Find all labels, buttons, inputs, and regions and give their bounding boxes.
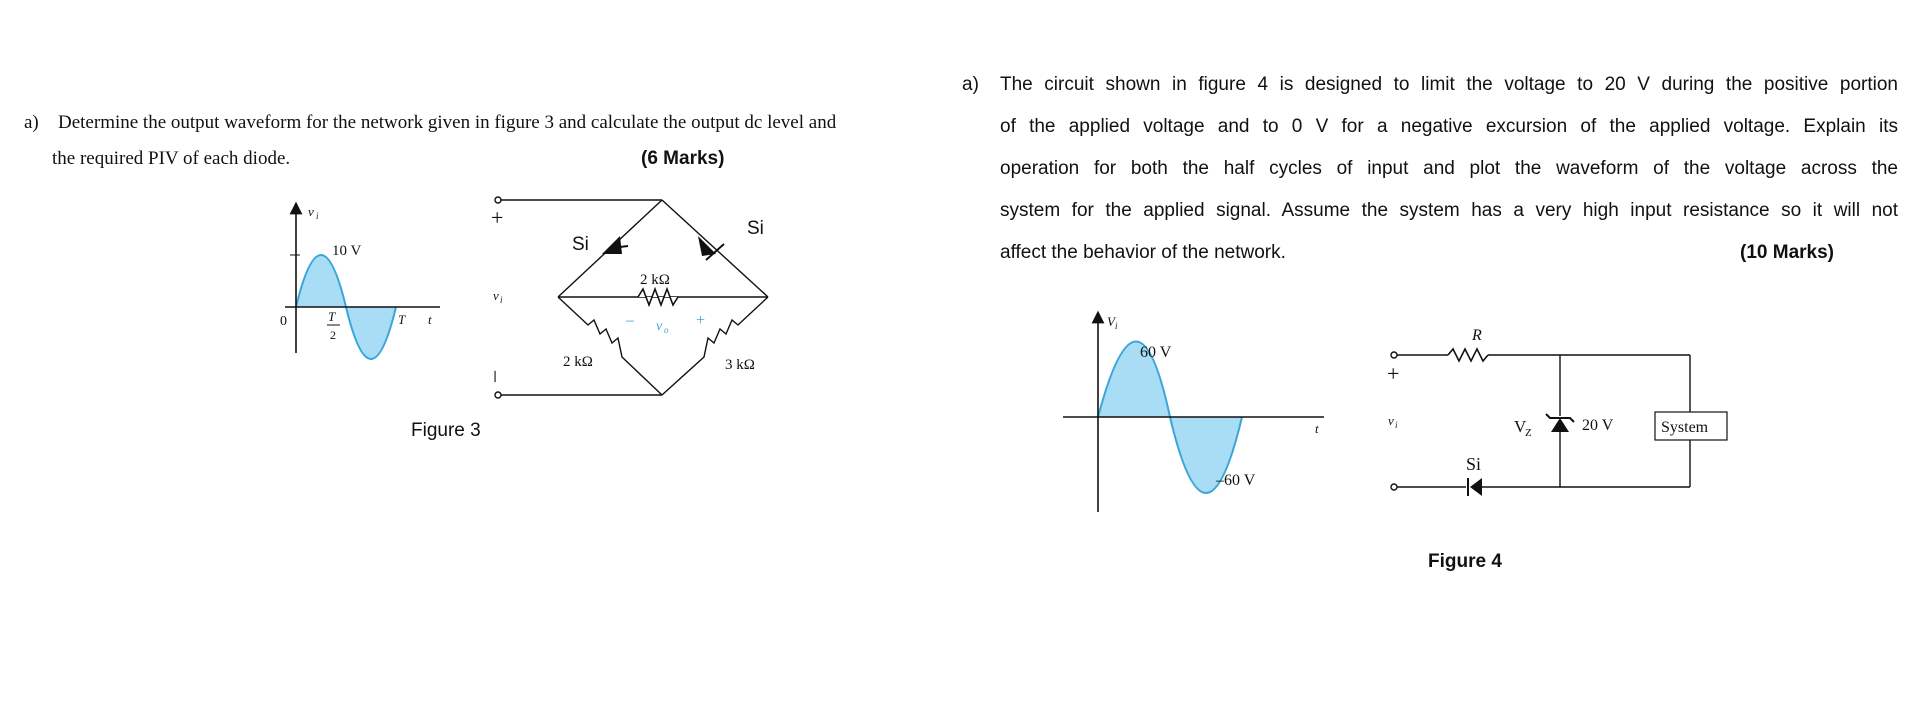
fig3-half-period-label: T <box>328 309 336 324</box>
fig3-minus-label: – <box>485 371 510 382</box>
fig3-origin-label: 0 <box>280 314 287 329</box>
figure-4-caption: Figure 4 <box>1428 551 1502 572</box>
fig3-amplitude-label: 10 V <box>332 243 362 259</box>
question-4-label: a) <box>962 74 979 95</box>
fig4-resistor-label: R <box>1472 327 1482 344</box>
fig3-r-left-label: 2 kΩ <box>563 354 593 370</box>
fig4-resistor <box>1448 349 1488 361</box>
question-4-text-line-4: system for the applied signal. Assume the system has a very high input resistance so it will not <box>1000 200 1898 221</box>
question-4-text-line-2: of the applied voltage and to 0 V for a negative excursion of the applied voltage. Explain its <box>1000 116 1898 137</box>
fig4-zener-symbol <box>1551 418 1569 432</box>
fig3-vo-plus: + <box>696 312 706 329</box>
svg-text:i: i <box>1115 321 1118 331</box>
fig3-plus-label: + <box>491 205 504 230</box>
fig4-diode-symbol <box>1470 478 1482 496</box>
svg-text:Z: Z <box>1525 427 1532 439</box>
fig4-peak-neg-label: –60 V <box>1216 472 1256 489</box>
figure-4-waveform <box>1063 314 1324 512</box>
fig3-vo-minus: – <box>626 312 634 329</box>
fig4-time-label: t <box>1315 421 1319 436</box>
fig3-diode-left-symbol <box>602 236 622 254</box>
question-4-text-line-5: affect the behavior of the network. <box>1000 242 1286 263</box>
svg-text:i: i <box>316 211 319 221</box>
fig4-zener-label: V <box>1514 417 1527 436</box>
fig4-plus-label: + <box>1387 361 1400 386</box>
fig3-period-label: T <box>398 312 406 327</box>
svg-text:i: i <box>1395 420 1398 430</box>
figure-3-waveform <box>280 204 440 359</box>
fig3-vo-label: v <box>656 319 663 334</box>
question-3-label: a) <box>24 112 39 133</box>
fig3-diode-left-label: Si <box>572 234 589 255</box>
fig4-diode-label: Si <box>1466 454 1482 474</box>
fig4-input-label: v <box>1388 413 1394 428</box>
fig3-resistor-top <box>638 289 678 305</box>
fig3-r-top-label: 2 kΩ <box>640 272 670 288</box>
fig4-y-label: V <box>1107 314 1115 329</box>
figure-3-circuit <box>485 197 768 398</box>
fig3-diode-right-label: Si <box>747 218 764 239</box>
question-4-text-line-1: The circuit shown in figure 4 is designed to limit the voltage to 20 V during the positive portion <box>1000 74 1898 95</box>
fig3-y-label: v <box>308 204 314 219</box>
figure-4-circuit <box>382 327 1727 711</box>
svg-text:o: o <box>664 325 669 335</box>
question-3-text-line-2: the required PIV of each diode. <box>52 148 291 169</box>
question-4-text-line-3: operation for both the half cycles of input and plot the waveform of the voltage across the <box>1000 158 1898 179</box>
figure-3-caption: Figure 3 <box>411 420 481 441</box>
question-3-text-line-1: Determine the output waveform for the network given in figure 3 and calculate the output dc level and <box>58 112 837 133</box>
fig3-r-right-label: 3 kΩ <box>725 357 755 373</box>
fig4-peak-pos-label: 60 V <box>1140 344 1172 361</box>
question-4-marks: (10 Marks) <box>1740 242 1834 263</box>
question-3-marks: (6 Marks) <box>641 148 725 169</box>
fig4-system-label: System <box>1661 419 1709 436</box>
svg-text:i: i <box>500 295 503 305</box>
svg-text:2: 2 <box>330 328 336 342</box>
fig3-time-label: t <box>428 312 432 327</box>
fig3-input-label: v <box>493 288 499 303</box>
fig4-zener-value: 20 V <box>1582 417 1614 434</box>
